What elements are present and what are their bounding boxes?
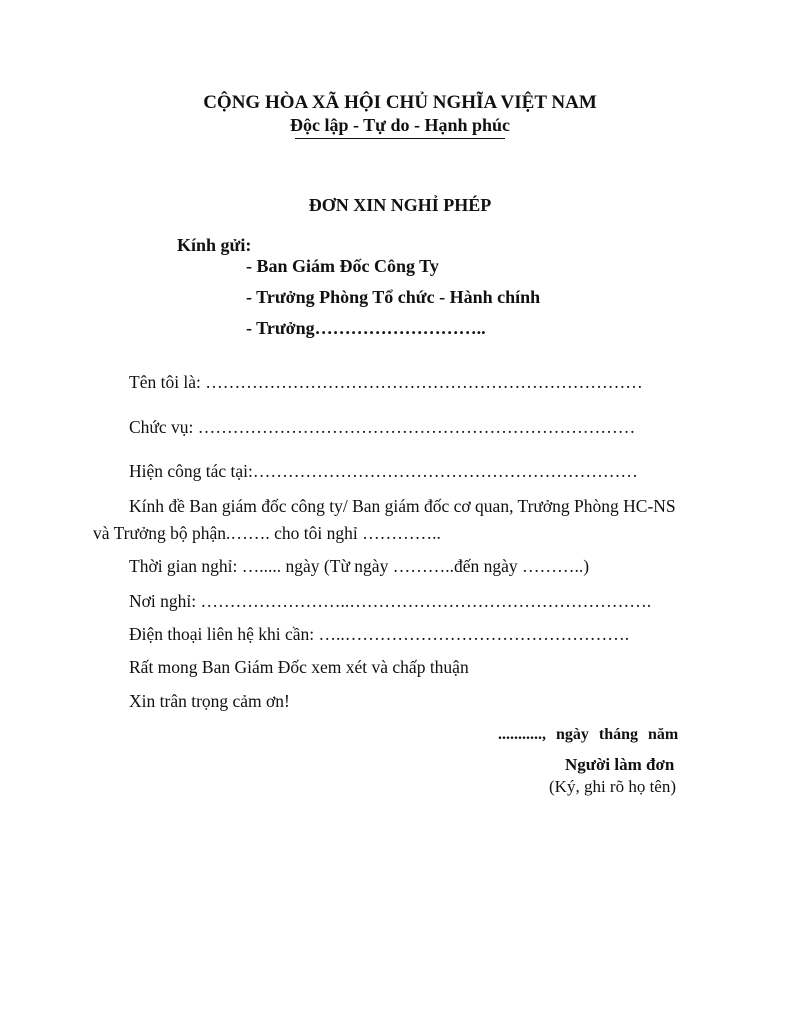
request-line-1: Kính đề Ban giám đốc công ty/ Ban giám đốc cơ quan, Trưởng Phòng HC-NS xyxy=(129,496,676,516)
contact-phone-line: Điện thoại liên hệ khi cần: …..…………………………………………. xyxy=(129,624,630,644)
field-workplace: Hiện công tác tại:………………………………………………………… xyxy=(129,461,638,481)
recipient-board: - Ban Giám Đốc Công Ty xyxy=(246,256,439,276)
greeting-label: Kính gửi: xyxy=(177,235,252,255)
motto-underline xyxy=(295,138,505,139)
recipient-hr-head: - Trưởng Phòng Tổ chức - Hành chính xyxy=(246,287,541,307)
field-position: Chức vụ: ………………………………………………………………… xyxy=(129,417,636,437)
closing-request: Rất mong Ban Giám Đốc xem xét và chấp thuận xyxy=(129,657,469,677)
closing-thanks: Xin trân trọng cảm ơn! xyxy=(129,691,290,711)
field-full-name: Tên tôi là: ………………………………………………………………… xyxy=(129,372,643,392)
leave-place-line: Nơi nghỉ: ……………………..……………………………………………. xyxy=(129,591,652,611)
national-title: CỘNG HÒA XÃ HỘI CHỦ NGHĨA VIỆT NAM xyxy=(203,92,597,113)
signer-title: Người làm đơn xyxy=(565,755,675,774)
recipient-dept-head: - Trưởng……………………….. xyxy=(246,318,486,338)
national-motto: Độc lập - Tự do - Hạnh phúc xyxy=(289,115,511,135)
request-line-2: và Trưởng bộ phận.……. cho tôi nghỉ ………….. xyxy=(93,523,441,543)
form-title: ĐƠN XIN NGHỈ PHÉP xyxy=(308,195,492,215)
signature-date-line: ..........., ngày tháng năm xyxy=(498,726,679,743)
leave-time-line: Thời gian nghỉ: …..... ngày (Từ ngày ………..đến ngày ………..) xyxy=(129,556,590,576)
signer-note: (Ký, ghi rõ họ tên) xyxy=(549,777,677,796)
